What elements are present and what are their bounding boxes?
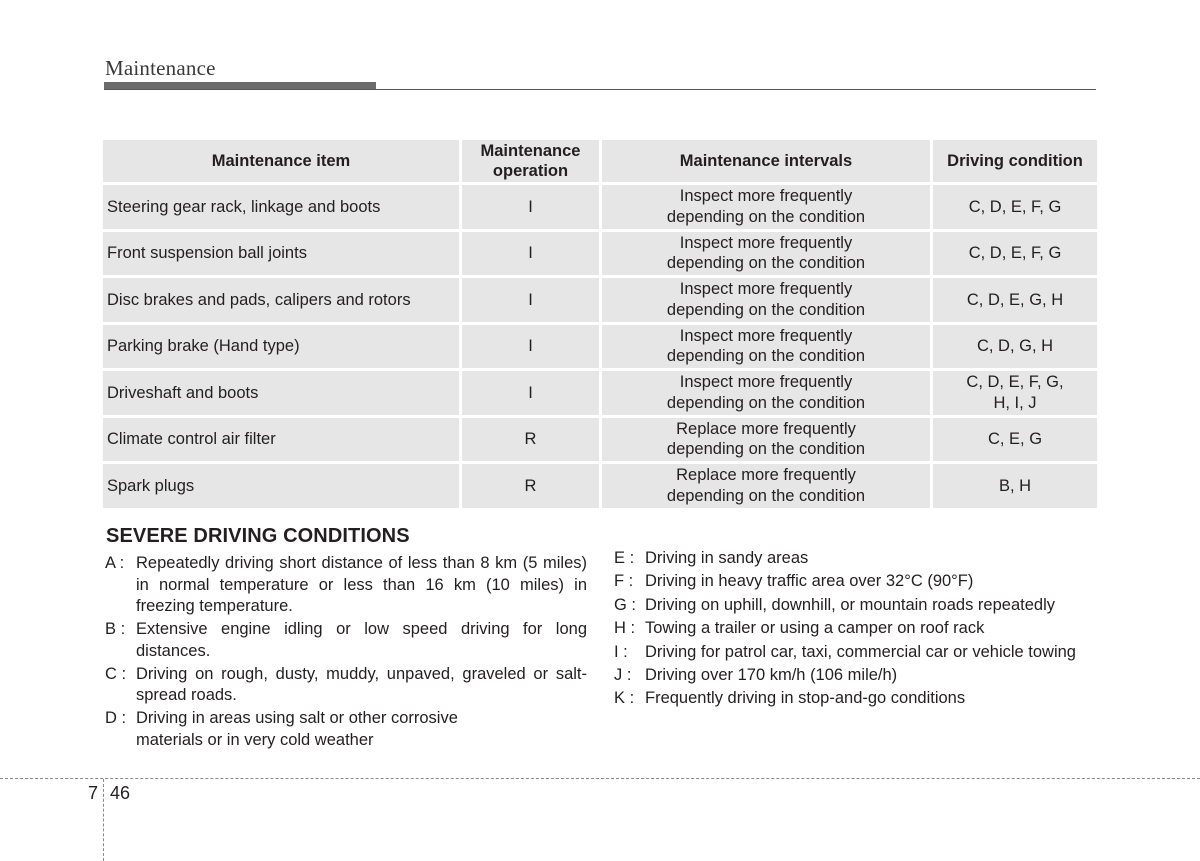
list-item [614, 548, 1134, 570]
condition-text: Towing a trailer or using a camper on roof rack [645, 619, 985, 638]
driving-condition: C, D, E, F, G [933, 185, 1097, 229]
condition-key: K : [614, 689, 635, 708]
table-header-row [103, 140, 1097, 182]
page-number: 46 [110, 783, 131, 803]
condition-text: Driving in areas using salt or other corrosive materials or in very cold weather [136, 709, 458, 749]
maintenance-table [100, 137, 1100, 511]
driving-condition: C, D, E, F, G, H, I, J [933, 371, 1097, 415]
condition-key: A : [105, 554, 125, 572]
list-item [105, 553, 587, 618]
section-title: Maintenance [105, 56, 216, 80]
maintenance-operation: R [462, 464, 599, 508]
condition-text: Extensive engine idling or low speed driving for long distances. [136, 620, 587, 660]
table-row [103, 418, 1097, 462]
condition-key: I : [614, 642, 628, 661]
header-rule [104, 89, 1096, 90]
list-item [614, 571, 1134, 593]
maintenance-item: Steering gear rack, linkage and boots [103, 185, 459, 229]
chapter-number: 7 [88, 783, 99, 803]
maintenance-interval: Inspect more frequently depending on the condition [602, 232, 930, 276]
driving-condition: B, H [933, 464, 1097, 508]
table-row [103, 185, 1097, 229]
condition-text: Driving on uphill, downhill, or mountain roads repeatedly [645, 595, 1055, 614]
driving-condition: C, E, G [933, 418, 1097, 462]
driving-condition: C, D, E, F, G [933, 232, 1097, 276]
table-row [103, 325, 1097, 369]
list-item [614, 618, 1134, 640]
column-header: Driving condition [933, 140, 1097, 182]
column-header: Maintenance intervals [602, 140, 930, 182]
list-item [614, 688, 1134, 710]
maintenance-operation: I [462, 325, 599, 369]
maintenance-operation: I [462, 371, 599, 415]
column-header: Maintenance item [103, 140, 459, 182]
maintenance-interval: Inspect more frequently depending on the condition [602, 185, 930, 229]
condition-text: Driving over 170 km/h (106 mile/h) [645, 665, 898, 684]
table-row [103, 464, 1097, 508]
list-item [105, 619, 587, 662]
condition-key: D : [105, 709, 127, 727]
maintenance-item: Spark plugs [103, 464, 459, 508]
conditions-list-left [105, 553, 587, 753]
maintenance-item: Parking brake (Hand type) [103, 325, 459, 369]
condition-text: Driving in heavy traffic area over 32°C (90°F) [645, 572, 974, 591]
list-item [614, 595, 1134, 617]
condition-key: F : [614, 572, 634, 591]
column-header: Maintenance operation [462, 140, 599, 182]
condition-key: H : [614, 619, 636, 638]
maintenance-item: Disc brakes and pads, calipers and rotors [103, 278, 459, 322]
maintenance-interval: Replace more frequently depending on the condition [602, 464, 930, 508]
condition-key: J : [614, 665, 632, 684]
condition-text: Driving on rough, dusty, muddy, unpaved, graveled or salt-spread roads. [136, 664, 587, 704]
list-item [105, 664, 587, 707]
condition-text: Driving in sandy areas [645, 549, 809, 567]
condition-text: Frequently driving in stop-and-go conditions [645, 689, 966, 708]
table-row [103, 232, 1097, 276]
maintenance-operation: R [462, 418, 599, 462]
maintenance-interval: Inspect more frequently depending on the condition [602, 371, 930, 415]
condition-key: G : [614, 595, 637, 614]
severe-conditions-heading: SEVERE DRIVING CONDITIONS [106, 525, 410, 547]
list-item [614, 665, 1134, 687]
footer-vertical-divider [103, 779, 104, 861]
maintenance-item: Driveshaft and boots [103, 371, 459, 415]
condition-key: C : [105, 664, 127, 683]
maintenance-operation: I [462, 278, 599, 322]
maintenance-item: Climate control air filter [103, 418, 459, 462]
maintenance-operation: I [462, 232, 599, 276]
maintenance-interval: Replace more frequently depending on the condition [602, 418, 930, 462]
table-row [103, 278, 1097, 322]
maintenance-item: Front suspension ball joints [103, 232, 459, 276]
condition-text: Driving for patrol car, taxi, commercial car or vehicle towing [645, 642, 1076, 661]
condition-text: Repeatedly driving short distance of less than 8 km (5 miles) in normal temperature or less than 16 km (10 miles) in freezing temperature. [136, 554, 587, 615]
condition-key: E : [614, 549, 635, 567]
list-item [614, 642, 1134, 664]
driving-condition: C, D, G, H [933, 325, 1097, 369]
maintenance-interval: Inspect more frequently depending on the condition [602, 325, 930, 369]
maintenance-operation: I [462, 185, 599, 229]
footer-divider [0, 778, 1200, 779]
conditions-list-right [614, 548, 1134, 712]
list-item [105, 708, 587, 751]
driving-condition: C, D, E, G, H [933, 278, 1097, 322]
condition-key: B : [105, 620, 126, 638]
table-row [103, 371, 1097, 415]
maintenance-interval: Inspect more frequently depending on the condition [602, 278, 930, 322]
